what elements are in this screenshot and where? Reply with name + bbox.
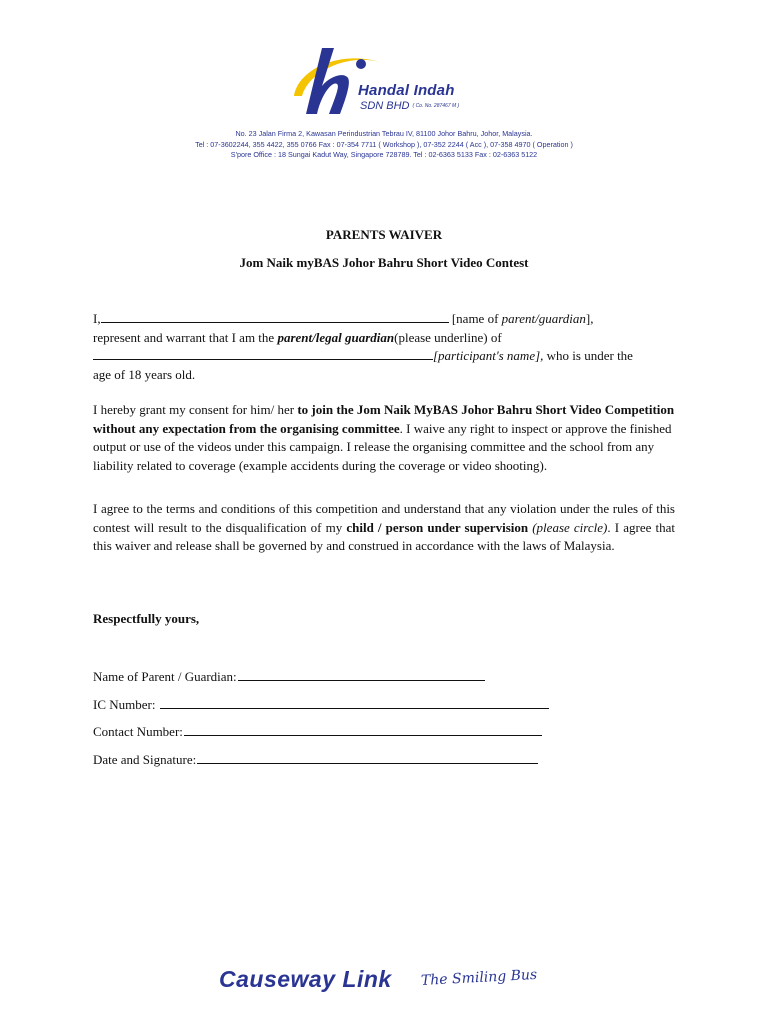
field-blank[interactable] [160, 696, 549, 709]
field-label: Date and Signature: [93, 752, 197, 767]
field-label: Name of Parent / Guardian: [93, 669, 237, 684]
company-name: Handal Indah [358, 82, 455, 99]
footer-brand: Causeway Link [219, 966, 392, 992]
paragraph-consent-grant: I hereby grant my consent for him/ her to join the Jom Naik MyBAS Johor Bahru Short Video Competition without any expectation from the organising committee. I waive any right to inspect or approve the finished output or use of the videos under this campaign. I release the organising committee and the school from any liability related to coverage (example accidents during the coverage or video shooting). [93, 402, 675, 473]
participant-name-blank [93, 347, 433, 360]
field-contact-number [93, 723, 542, 740]
address-line: No. 23 Jalan Firma 2, Kawasan Perindustrian Tebrau IV, 81100 Johor Bahru, Johor, Malaysia. [235, 129, 533, 138]
paragraph-terms-agreement: I agree to the terms and conditions of this competition and understand that any violation under the rules of this contest will result to the disqualification of my child / person under supervision (please circle). I agree that this waiver and release shall be governed by and construed in accordance with the laws of Malaysia. [93, 501, 675, 553]
paragraph-line: represent and warrant that I am the parent/legal guardian(please underline) of [93, 329, 502, 345]
paragraph-consent-identity [93, 310, 675, 384]
field-parent-name [93, 668, 485, 685]
address-block [0, 129, 768, 161]
field-blank[interactable] [197, 751, 538, 764]
footer-tagline: The Smiling Bus [420, 966, 538, 989]
company-reg-number: ( Co. No. 287467 M ) [412, 103, 460, 110]
field-label: IC Number: [93, 697, 159, 712]
company-sub-label: SDN BHD ( Co. No. 287467 M ) [360, 100, 460, 112]
address-line: S'pore Office : 18 Sungai Kadut Way, Singapore 728789. Tel : 02-6363 5133 Fax : 02-6363 5122 [230, 150, 538, 159]
parent-name-blank [101, 310, 449, 323]
paragraph-line: I, [name of parent/guardian], [93, 311, 594, 326]
paragraph-line: age of 18 years old. [93, 366, 196, 382]
address-line: Tel : 07-3602244, 355 4422, 355 0766 Fax : 07-354 7711 ( Workshop ), 07-352 2244 ( Acc ), 07-358 4970 ( Operation ) [195, 139, 573, 149]
field-blank[interactable] [184, 723, 542, 736]
document-title: PARENTS WAIVER [325, 227, 443, 242]
document-subtitle: Jom Naik myBAS Johor Bahru Short Video Contest [239, 255, 529, 270]
field-ic-number [93, 696, 549, 713]
sign-off: Respectfully yours, [93, 611, 200, 626]
field-label: Contact Number: [93, 724, 183, 739]
paragraph-line: [participant's name], who is under the [93, 347, 675, 366]
field-blank[interactable] [238, 668, 485, 681]
field-date-signature [93, 751, 538, 768]
